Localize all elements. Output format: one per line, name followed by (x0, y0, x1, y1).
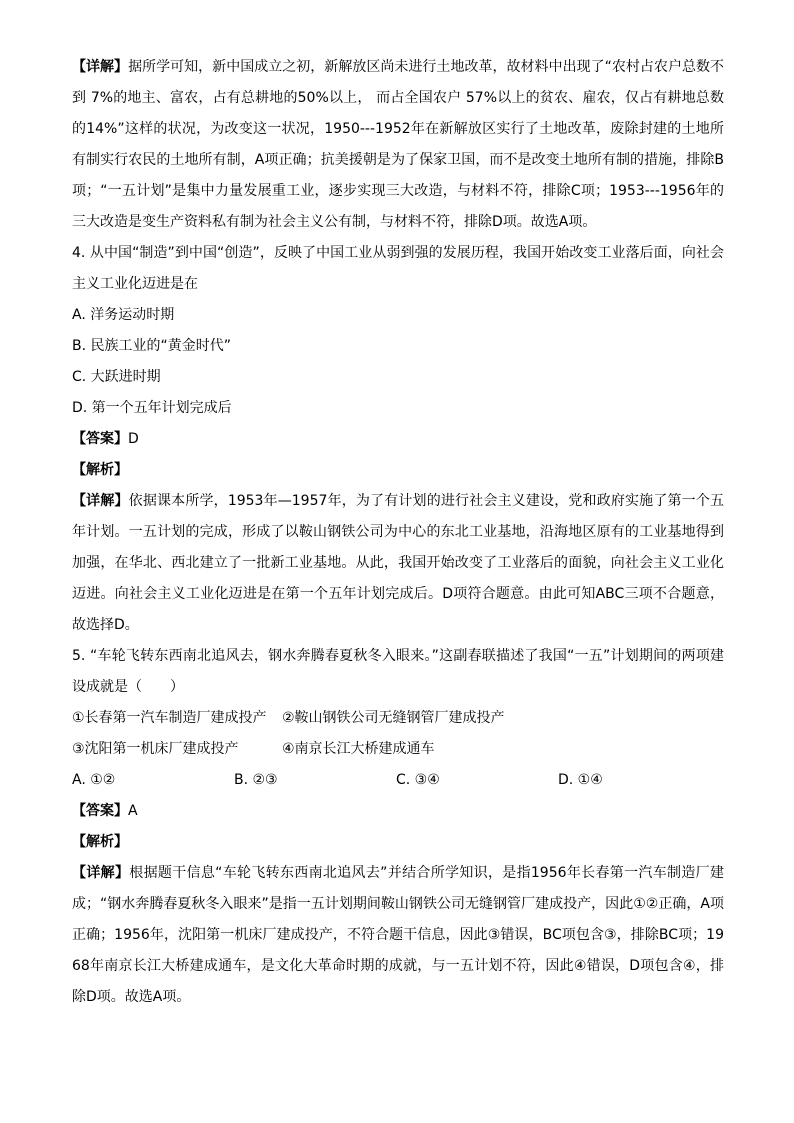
q3-detail-text: 据所学可知，新中国成立之初，新解放区尚未进行土地改革，故材料中出现了“农村占农户总数不到 7%的地主、富农，占有总耕地的50%以上， 而占全国农户 57%以上的贫农、雇农，仅占有耕地总数的14%”这样的状况，为改变这一状况，1950---1952年在新解放区实行了土地改革，废除封建的土地所有制实行农民的土地所有制，A项正确；抗美援朝是为了保家卫国，而不是改变土地所有制的措施，排除B项；“一五计划”是集中力量发展重工业，逐步实现三大改造，与材料不符，排除C项；1953---1956年的三大改造是变生产资料私有制为社会主义公有制，与材料不符，排除D项。故选A项。 (72, 59, 724, 230)
q5-analysis (72, 827, 724, 858)
q4-stem: 4. 从中国“制造”到中国“创造”，反映了中国工业从弱到强的发展历程，我国开始改变工业落后面，向社会主义工业化迈进是在 (72, 245, 724, 292)
q4-analysis (72, 455, 724, 486)
q5-item-2: ②鞍山钢铁公司无缝钢管厂建成投产 (282, 710, 505, 726)
q4-detail-text: 依据课本所学，1953年—1957年，为了有计划的进行社会主义建设，党和政府实施了第一个五年计划。一五计划的完成，形成了以鞍山钢铁公司为中心的东北工业基地，沿海地区原有的工业基地得到加强，在华北、西北建立了一批新工业基地。从此，我国开始改变了工业落后的面貌，向社会主义工业化迈进。向社会主义工业化迈进是在第一个五年计划完成后。D项符合题意。由此可知ABC三项不合题意，故选择D。 (72, 493, 725, 633)
analysis-tag: 【解析】 (72, 834, 128, 850)
q5-items-row-1 (72, 703, 724, 734)
q5-item-3: ③沈阳第一机床厂建成投产 (72, 741, 239, 757)
analysis-tag: 【解析】 (72, 462, 128, 478)
q4-option-a: A. 洋务运动时期 (72, 307, 175, 323)
q5-options (72, 765, 724, 796)
q4-detail-paragraph (72, 486, 724, 641)
answer-tag: 【答案】 (72, 431, 128, 447)
q4-answer-value: D (128, 431, 139, 447)
answer-tag: 【答案】 (72, 803, 128, 819)
q3-detail-paragraph (72, 52, 724, 238)
q5-answer-value: A (128, 803, 138, 819)
detail-tag: 【详解】 (72, 493, 129, 509)
q5-item-4: ④南京长江大桥建成通车 (282, 741, 435, 757)
document-page (72, 52, 724, 1013)
q4-option-c: C. 大跃进时期 (72, 369, 161, 385)
q5-stem: 5. “车轮飞转东西南北追风去，钢水奔腾春夏秋冬入眼来。”这副春联描述了我国“一五”计划期间的两项建设成就是（ ） (72, 648, 724, 695)
q5-option-d: D. ①④ (558, 772, 603, 788)
q5-option-c: C. ③④ (396, 772, 440, 788)
q5-item-1: ①长春第一汽车制造厂建成投产 (72, 710, 267, 726)
detail-tag: 【详解】 (72, 865, 130, 881)
q5-detail-text: 根据题干信息“车轮飞转东西南北追风去”并结合所学知识，是指1956年长春第一汽车制造厂建成；“钢水奔腾春夏秋冬入眼来”是指一五计划期间鞍山钢铁公司无缝钢管厂建成投产，因此①②正确，A项正确；1956年，沈阳第一机床厂建成投产，不符合题干信息，因此③错误，BC项包含③，排除BC项；1968年南京长江大桥建成通车，是文化大革命时期的成就，与一五计划不符，因此④错误，D项包含④，排除D项。故选A项。 (72, 865, 724, 1005)
q5-option-b: B. ②③ (234, 772, 278, 788)
q5-answer (72, 796, 724, 827)
detail-tag: 【详解】 (72, 59, 129, 75)
q4-option-b: B. 民族工业的“黄金时代” (72, 338, 232, 354)
q5-detail-paragraph (72, 858, 724, 1013)
q4-option-d: D. 第一个五年计划完成后 (72, 400, 232, 416)
q4-answer (72, 424, 724, 455)
q5-items-row-2 (72, 734, 724, 765)
q5-option-a: A. ①② (72, 772, 116, 788)
